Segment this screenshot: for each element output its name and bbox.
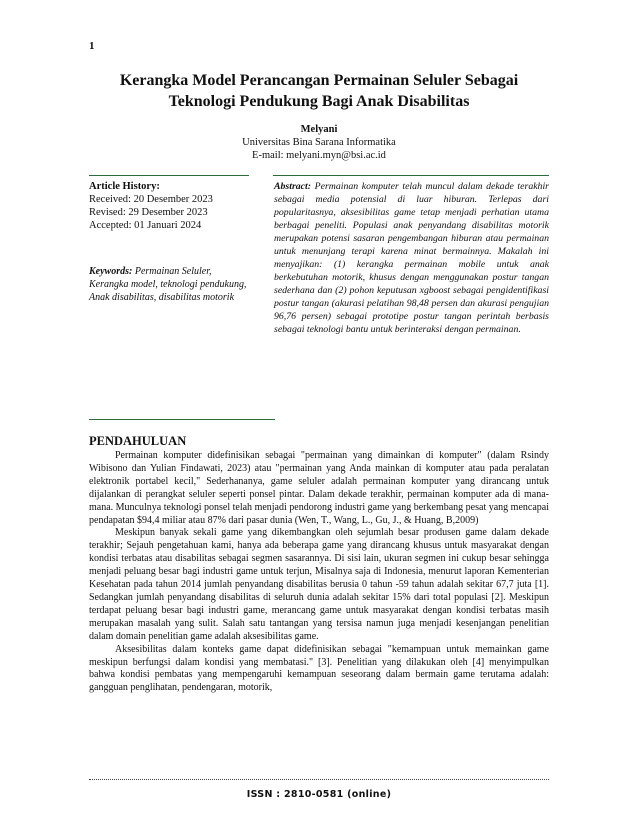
abstract-label: Abstract: (274, 181, 312, 192)
divider-left-bottom (89, 419, 275, 420)
author-block (88, 123, 550, 162)
paragraph: Permainan komputer didefinisikan sebagai "permainan yang dimainkan di komputer" (dalam Rsindy Wibisono dan Yulian Findawati, 2023) atau "permainan yang Anda mainkan di komputer atau pada peralatan elektronik portabel kecil," Sederhananya, game seluler adalah permainan komputer yang dirancang untuk dijalankan di perangkat seluler seperti ponsel pintar. Dalam dekade terakhir, permainan komputer ada di mana-mana. Munculnya teknologi ponsel telah menjadi pendorong industri game yang berkembang pesat yang mencapai pendapatan $94,4 miliar atau 87% dari pasar dunia (Wen, T., Wang, L., Gu, J., & Huang, B,2009) (89, 450, 549, 526)
keywords-text: Permainan Seluler, Kerangka model, teknologi pendukung, Anak disabilitas, disabilitas motorik (89, 266, 247, 303)
article-history-label: Article History: (89, 181, 160, 192)
paragraph: Meskipun banyak sekali game yang dikembangkan oleh sejumlah besar produsen game dalam dekade terakhir; Sejauh pengetahuan kami, hanya ada beberapa game yang dirancang khusus untuk masyarakat dengan kondisi terbatas atau disabilitas sebagai segmen sasarannya. Di sisi lain, ukuran segmen ini cukup besar sehingga menjadi peluang besar bagi industri game untuk terjun, Misalnya saja di Indonesia, menurut laporan Kementerian Kesehatan pada tahun 2014 jumlah penyandang disabilitas berusia 0 tahun -59 tahun adalah sekitar 67,7 juta [1]. Sedangkan jumlah penyandang disabilitas di seluruh dunia adalah sekitar 15% dari total populasi [2]. Meskipun terdapat peluang besar bagi industri game, merancang game untuk masyarakat dengan kondisi terbatas masih merupakan masalah yang sulit. Salah satu tantangan yang tersisa namun juga menjadi kesenjangan penelitian dalam domain penelitian game adalah aksesibilitas game. (89, 527, 549, 642)
author-affiliation: Universitas Bina Sarana Informatika (242, 137, 396, 148)
paragraph: Aksesibilitas dalam konteks game dapat didefinisikan sebagai "kemampuan untuk memainkan game meskipun berfungsi dalam kondisi yang membatasi." [3]. Penelitian yang dilakukan oleh [4] menyimpulkan bahwa kondisi pembatas yang mempengaruhi kemampuan seseorang dalam bermain game terutama adalah: gangguan penglihatan, pendengaran, motorik, (89, 643, 549, 694)
accepted-date: Accepted: 01 Januari 2024 (89, 220, 202, 231)
footer-issn: ISSN : 2810-0581 (online) (246, 789, 392, 800)
received-date: Received: 20 Desember 2023 (89, 194, 213, 205)
body-text (89, 450, 549, 695)
revised-date: Revised: 29 Desember 2023 (89, 207, 208, 218)
author-email: E-mail: melyani.myn@bsi.ac.id (252, 150, 386, 161)
abstract-text: Permainan komputer telah muncul dalam dekade terakhir sebagai media potensial di luar hiburan. Terlepas dari popularitasnya, aksesibilitas game tetap menjadi perhatian utama berbagai peneliti. Populasi anak penyandang disabilitas motorik merupakan potensi sasaran pengembangan hiburan atau permainan untuk menunjang terapi karena minat bermainnya. Makalah ini menyajikan: (1) kerangka permainan mobile untuk anak berkebutuhan motorik, khusus dengan menggunakan postur tangan sederhana dan (2) pohon keputusan xgboost sebagai pengidentifikasi postur tangan (akurasi pelatihan 98,48 persen dan akurasi pengujian 96,76 persen) sebagai prototipe postur tangan perintah berbasis sebagai teknologi bantu untuk berinteraksi dengan permainan. (274, 181, 549, 335)
section-heading: PENDAHULUAN (89, 434, 187, 448)
page-number: 1 (89, 40, 95, 52)
keywords-label: Keywords: (89, 266, 133, 277)
paper-title: Kerangka Model Perancangan Permainan Seluler Sebagai Teknologi Pendukung Bagi Anak Disabilitas (119, 72, 519, 110)
divider-left-top (89, 175, 249, 176)
divider-right-top (273, 175, 549, 176)
footer-divider (89, 779, 549, 780)
keywords (89, 265, 249, 304)
abstract (274, 180, 549, 336)
author-name: Melyani (300, 124, 338, 135)
article-info-column (89, 180, 249, 304)
